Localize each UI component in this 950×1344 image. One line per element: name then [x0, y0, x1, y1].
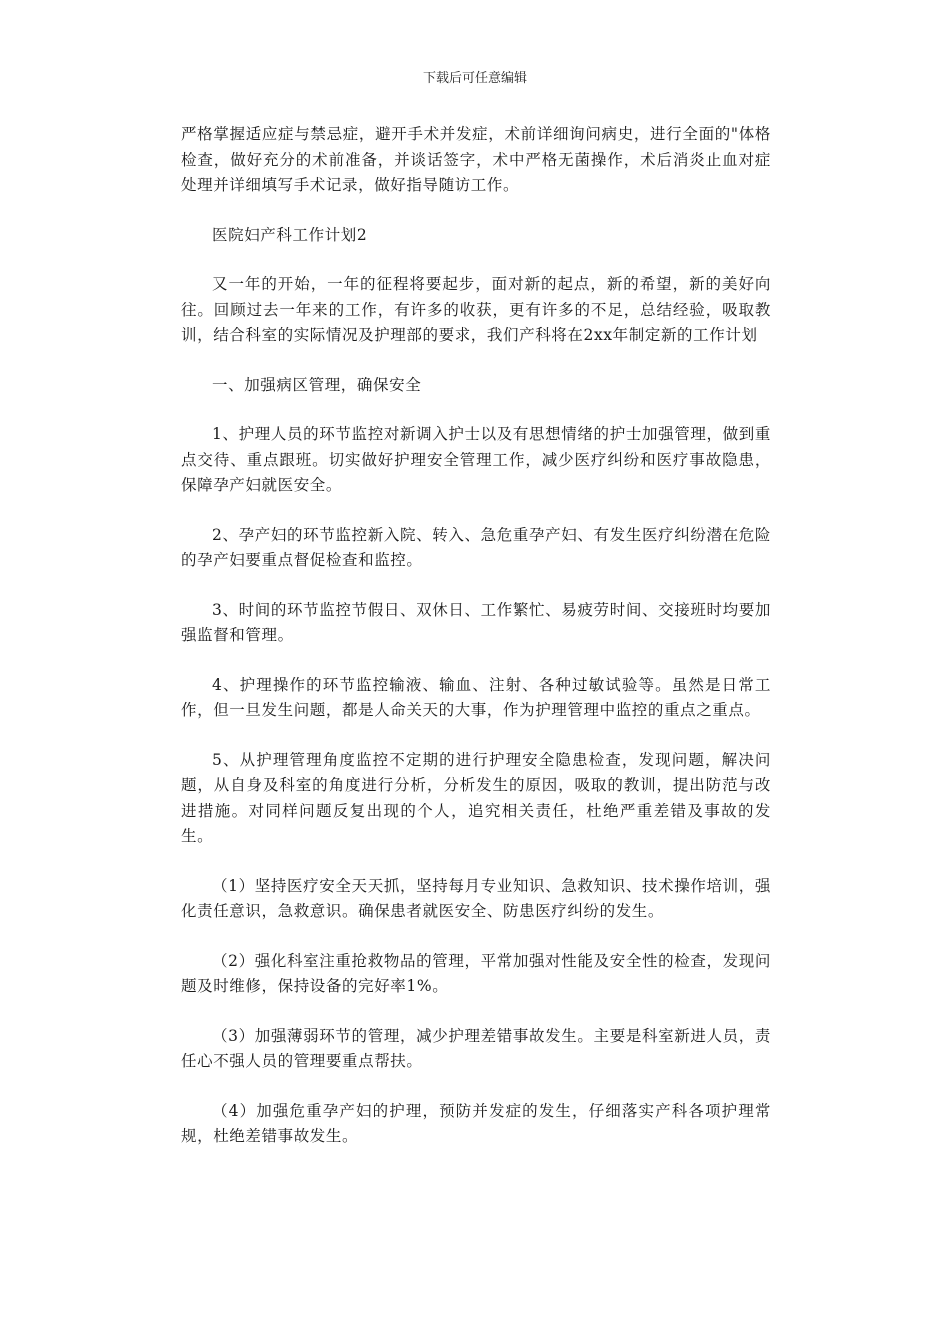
- sub-item-3: （3）加强薄弱环节的管理，减少护理差错事故发生。主要是科室新进人员，责任心不强人员的管理要重点帮扶。: [181, 1026, 771, 1070]
- heading-one: 一、加强病区管理，确保安全: [212, 375, 422, 394]
- section-title: 医院妇产科工作计划2: [212, 225, 368, 244]
- sub-item-1: （1）坚持医疗安全天天抓，坚持每月专业知识、急救知识、技术操作培训，强化责任意识，急救意识。确保患者就医安全、防患医疗纠纷的发生。: [181, 876, 771, 920]
- sub-item-2: （2）强化科室注重抢救物品的管理，平常加强对性能及安全性的检查，发现问题及时维修，保持设备的完好率1%。: [181, 951, 771, 995]
- page-header: 下载后可任意编辑: [422, 71, 527, 86]
- intro-paragraph: 又一年的开始，一年的征程将要起步，面对新的起点，新的希望，新的美好向往。回顾过去一年来的工作，有许多的收获，更有许多的不足，总结经验，吸取教训，结合科室的实际情况及护理部的要求，我们产科将在2xx年制定新的工作计划: [181, 275, 771, 344]
- document-body: [181, 122, 771, 1174]
- list-item-2: 2、孕产妇的环节监控新入院、转入、急危重孕产妇、有发生医疗纠纷潜在危险的孕产妇要重点督促检查和监控。: [181, 525, 771, 569]
- list-item-4: 4、护理操作的环节监控输液、输血、注射、各种过敏试验等。虽然是日常工作，但一旦发生问题，都是人命关天的大事，作为护理管理中监控的重点之重点。: [181, 675, 771, 719]
- paragraph-continuation: 严格掌握适应症与禁忌症，避开手术并发症，术前详细询问病史，进行全面的"体格检查，做好充分的术前准备，并谈话签字，术中严格无菌操作，术后消炎止血对症处理并详细填写手术记录，做好指导随访工作。: [181, 125, 771, 194]
- sub-item-4: （4）加强危重孕产妇的护理，预防并发症的发生，仔细落实产科各项护理常规，杜绝差错事故发生。: [181, 1101, 771, 1145]
- list-item-1: 1、护理人员的环节监控对新调入护士以及有思想情绪的护士加强管理，做到重点交待、重点跟班。切实做好护理安全管理工作，减少医疗纠纷和医疗事故隐患，保障孕产妇就医安全。: [181, 425, 771, 494]
- list-item-3: 3、时间的环节监控节假日、双休日、工作繁忙、易疲劳时间、交接班时均要加强监督和管理。: [181, 600, 771, 644]
- list-item-5: 5、从护理管理角度监控不定期的进行护理安全隐患检查，发现问题，解决问题，从自身及科室的角度进行分析，分析发生的原因，吸取的教训，提出防范与改进措施。对同样问题反复出现的个人，追究相关责任，杜绝严重差错及事故的发生。: [181, 750, 771, 845]
